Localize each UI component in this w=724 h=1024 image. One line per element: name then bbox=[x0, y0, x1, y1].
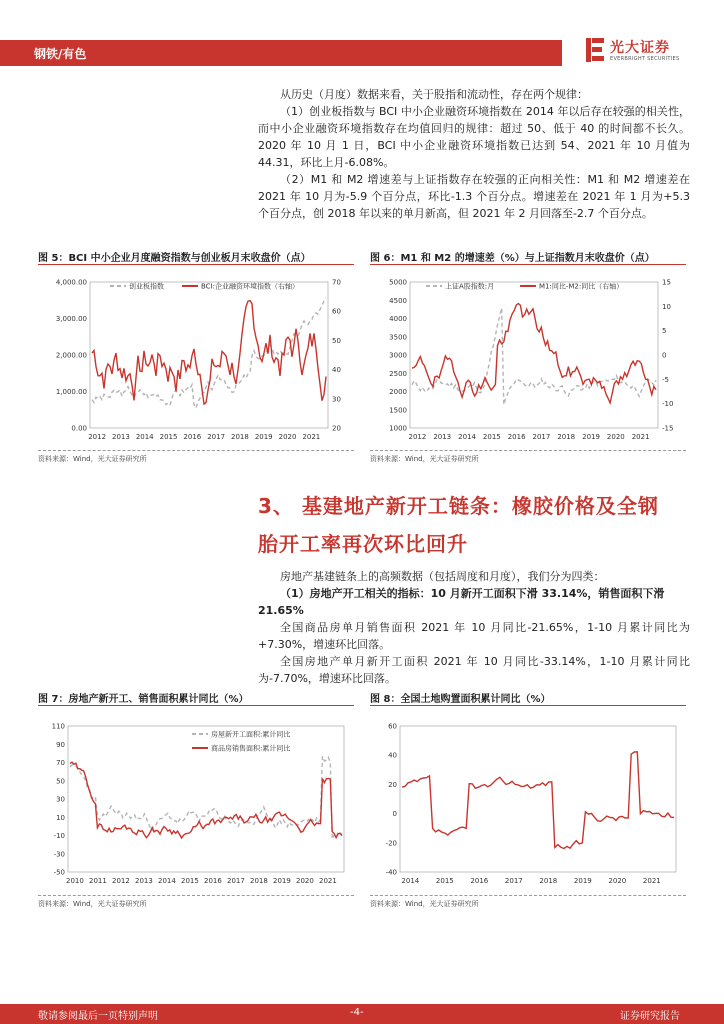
legend-label: 上证A股指数:月 bbox=[445, 282, 495, 291]
x-tick-label: 2018 bbox=[249, 877, 268, 885]
section-label: 钢铁/有色 bbox=[34, 47, 87, 61]
y-tick-label: 3,000.00 bbox=[55, 315, 87, 323]
logo-icon bbox=[584, 36, 606, 64]
fig5-title-rule bbox=[38, 264, 354, 265]
fig6-source: 资料来源：Wind，光大证券研究所 bbox=[370, 455, 479, 463]
x-tick-label: 2011 bbox=[88, 877, 107, 885]
y-tick-label: -30 bbox=[53, 850, 65, 859]
fig7-chart bbox=[38, 712, 354, 894]
y-tick-label: 0 bbox=[392, 810, 397, 819]
series-line-1 bbox=[70, 756, 342, 839]
x-tick-label: 2015 bbox=[435, 877, 454, 885]
plot-frame bbox=[400, 726, 676, 872]
y-tick-label: 110 bbox=[51, 722, 65, 731]
fig7-svg bbox=[38, 712, 354, 894]
fig6-svg bbox=[370, 268, 686, 450]
fig6-chart bbox=[370, 268, 686, 450]
y2-tick-label: -15 bbox=[662, 424, 674, 433]
y2-tick-label: 10 bbox=[662, 302, 671, 311]
x-tick-label: 2021 bbox=[642, 877, 661, 885]
y-tick-label: 40 bbox=[388, 751, 397, 760]
y-tick-label: 2000 bbox=[389, 388, 407, 396]
y-tick-label: 1000 bbox=[389, 424, 407, 433]
x-tick-label: 2014 bbox=[157, 877, 176, 885]
fig8-source-rule bbox=[370, 895, 686, 896]
x-tick-label: 2019 bbox=[254, 433, 273, 441]
section-paragraph-2: 全国商品房单月销售面积 2021 年 10 月同比-21.65%，1-10 月累计同比为+7.30%，增速环比回落。 bbox=[258, 621, 690, 651]
y2-tick-label: 70 bbox=[332, 278, 341, 287]
intro-paragraph-1: 从历史（月度）数据来看，关于股指和流动性，存在两个规律： bbox=[280, 88, 588, 101]
fig5-title: 图 5：BCI 中小企业月度融资指数与创业板月末收盘价（点） bbox=[38, 253, 311, 264]
series-line-2 bbox=[92, 301, 326, 405]
section-title-line-2: 胎开工率再次环比回升 bbox=[258, 532, 468, 556]
y-tick-label: 50 bbox=[56, 777, 65, 786]
x-tick-label: 2019 bbox=[272, 877, 291, 885]
logo-text-en: EVERBRIGHT SECURITIES bbox=[610, 56, 680, 62]
y-tick-label: 5000 bbox=[389, 278, 407, 287]
series-line-2 bbox=[412, 304, 656, 403]
page-number: -4- bbox=[350, 1007, 364, 1018]
x-tick-label: 2020 bbox=[295, 877, 314, 885]
y-tick-label: 2500 bbox=[389, 369, 407, 378]
y2-tick-label: 5 bbox=[662, 327, 667, 336]
fig5-source-rule bbox=[38, 450, 354, 451]
y-tick-label: -10 bbox=[53, 832, 65, 840]
x-tick-label: 2012 bbox=[408, 433, 427, 441]
fig8-title: 图 8：全国土地购置面积累计同比（%） bbox=[370, 694, 551, 705]
y2-tick-label: 40 bbox=[332, 366, 341, 375]
y-tick-label: 60 bbox=[388, 722, 397, 731]
x-tick-label: 2018 bbox=[539, 877, 558, 885]
x-tick-label: 2013 bbox=[433, 433, 452, 441]
x-tick-label: 2021 bbox=[302, 433, 321, 441]
fig7-source: 资料来源：Wind，光大证券研究所 bbox=[38, 900, 147, 908]
fig6-source-rule bbox=[370, 450, 686, 451]
fig5-chart bbox=[38, 268, 354, 450]
legend-label: BCI:企业融资环境指数（右轴） bbox=[201, 282, 299, 291]
x-tick-label: 2013 bbox=[112, 433, 130, 441]
y-tick-label: 1,000.00 bbox=[55, 388, 87, 396]
y-tick-label: 70 bbox=[56, 759, 65, 767]
fig7-source-rule bbox=[38, 895, 354, 896]
x-tick-label: 2017 bbox=[504, 877, 523, 885]
x-tick-label: 2016 bbox=[203, 877, 222, 885]
series-line-2 bbox=[70, 762, 342, 838]
y-tick-label: 4,000.00 bbox=[55, 278, 87, 287]
y-tick-label: 4000 bbox=[389, 315, 407, 323]
y2-tick-label: 20 bbox=[332, 424, 341, 433]
x-tick-label: 2010 bbox=[65, 877, 84, 885]
x-tick-label: 2020 bbox=[278, 433, 297, 441]
x-tick-label: 2019 bbox=[582, 433, 600, 441]
series-line-1 bbox=[402, 752, 674, 849]
x-tick-label: 2017 bbox=[226, 877, 245, 885]
x-tick-label: 2015 bbox=[159, 433, 178, 441]
legend-label: M1:同比-M2:同比（右轴） bbox=[539, 282, 624, 291]
y-tick-label: -40 bbox=[385, 868, 397, 877]
section-paragraph-3: 全国房地产单月新开工面积 2021 年 10 月同比-33.14%，1-10 月累计同比为-7.70%，增速环比回落。 bbox=[258, 655, 690, 685]
y2-tick-label: 30 bbox=[332, 395, 341, 404]
y-tick-label: 20 bbox=[388, 780, 397, 789]
y-tick-label: 90 bbox=[56, 740, 65, 749]
x-tick-label: 2018 bbox=[557, 433, 576, 441]
logo-text-cn: 光大证券 bbox=[610, 40, 670, 56]
fig8-chart bbox=[370, 712, 686, 894]
x-tick-label: 2017 bbox=[532, 433, 551, 441]
x-tick-label: 2014 bbox=[135, 433, 154, 441]
fig8-source: 资料来源：Wind，光大证券研究所 bbox=[370, 900, 479, 908]
legend-label: 商品房销售面积:累计同比 bbox=[211, 744, 291, 753]
section-title-line-1: 3、 基建地产新开工链条：橡胶价格及全钢 bbox=[258, 494, 659, 518]
x-tick-label: 2019 bbox=[573, 877, 592, 885]
fig5-svg bbox=[38, 268, 354, 450]
x-tick-label: 2015 bbox=[180, 877, 199, 885]
y-tick-label: 10 bbox=[56, 813, 65, 822]
x-tick-label: 2016 bbox=[507, 433, 526, 441]
x-tick-label: 2013 bbox=[134, 877, 153, 885]
fig8-title-rule bbox=[370, 705, 686, 706]
x-tick-label: 2012 bbox=[111, 877, 130, 885]
y-tick-label: 30 bbox=[56, 795, 65, 804]
fig8-svg bbox=[370, 712, 686, 894]
x-tick-label: 2020 bbox=[606, 433, 625, 441]
x-tick-label: 2015 bbox=[482, 433, 501, 441]
y2-tick-label: 0 bbox=[662, 351, 667, 360]
intro-paragraph-2: （1）创业板指数与 BCI 中小企业融资环境指数在 2014 年以后存在较强的相关性，而中小企业融资环境指数存在均值回归的规律：超过 50、低于 40 的时间都不长久。2020 年 10 月 1 日，BCI 中小企业融资环境指数已达到 54、2021 年 10 月值为 44.31，环比上月-6.08%。 bbox=[258, 105, 690, 169]
y2-tick-label: -10 bbox=[662, 400, 674, 409]
legend-label: 创业板指数 bbox=[129, 282, 164, 291]
y2-tick-label: -5 bbox=[662, 375, 669, 384]
section-subheading-1: （1）房地产开工相关的指标：10 月新开工面积下滑 33.14%，销售面积下滑 21.65% bbox=[258, 587, 665, 617]
x-tick-label: 2017 bbox=[207, 433, 226, 441]
x-tick-label: 2016 bbox=[470, 877, 489, 885]
y-tick-label: 2,000.00 bbox=[55, 351, 87, 360]
fig6-title-rule bbox=[370, 264, 686, 265]
x-tick-label: 2016 bbox=[183, 433, 202, 441]
plot-frame bbox=[410, 282, 658, 428]
x-tick-label: 2014 bbox=[458, 433, 476, 441]
y2-tick-label: 60 bbox=[332, 307, 341, 316]
intro-paragraph-3: （2）M1 和 M2 增速差与上证指数存在较强的正向相关性：M1 和 M2 增速差在 2021 年 10 月为-5.9 个百分点，环比-1.3 个百分点。增速差在 2021 年 1 月为+5.3 个百分点，创 2018 年以来的单月新高，但 2021 年 2 月回落至-2.7 个百分点。 bbox=[258, 173, 690, 220]
footer-report-type: 证券研究报告 bbox=[620, 1011, 680, 1022]
x-tick-label: 2020 bbox=[608, 877, 627, 885]
series-line-1 bbox=[412, 308, 656, 405]
x-tick-label: 2021 bbox=[631, 433, 650, 441]
y-tick-label: 3000 bbox=[389, 351, 407, 360]
section-paragraph-1: 房地产基建链条上的高频数据（包括周度和月度），我们分为四类： bbox=[280, 570, 605, 583]
y-tick-label: -20 bbox=[385, 839, 397, 848]
fig7-title: 图 7：房地产新开工、销售面积累计同比（%） bbox=[38, 694, 249, 705]
fig7-title-rule bbox=[38, 705, 354, 706]
y2-tick-label: 15 bbox=[662, 278, 671, 287]
x-tick-label: 2012 bbox=[88, 433, 107, 441]
fig5-source: 资料来源：Wind，光大证券研究所 bbox=[38, 455, 147, 463]
brand-logo bbox=[584, 36, 694, 68]
legend-label: 房屋新开工面积:累计同比 bbox=[211, 730, 291, 739]
y-tick-label: 4500 bbox=[389, 296, 407, 305]
fig6-title: 图 6：M1 和 M2 的增速差（%）与上证指数月末收盘价（点） bbox=[370, 253, 655, 264]
y-tick-label: -50 bbox=[53, 868, 65, 877]
x-tick-label: 2018 bbox=[231, 433, 249, 441]
y-tick-label: 0.00 bbox=[71, 424, 87, 433]
x-tick-label: 2014 bbox=[401, 877, 420, 885]
footer-disclaimer: 敬请参阅最后一页特别声明 bbox=[38, 1011, 158, 1022]
y-tick-label: 3500 bbox=[389, 333, 407, 342]
x-tick-label: 2021 bbox=[318, 877, 337, 885]
y2-tick-label: 50 bbox=[332, 336, 341, 345]
y-tick-label: 1500 bbox=[389, 406, 407, 415]
